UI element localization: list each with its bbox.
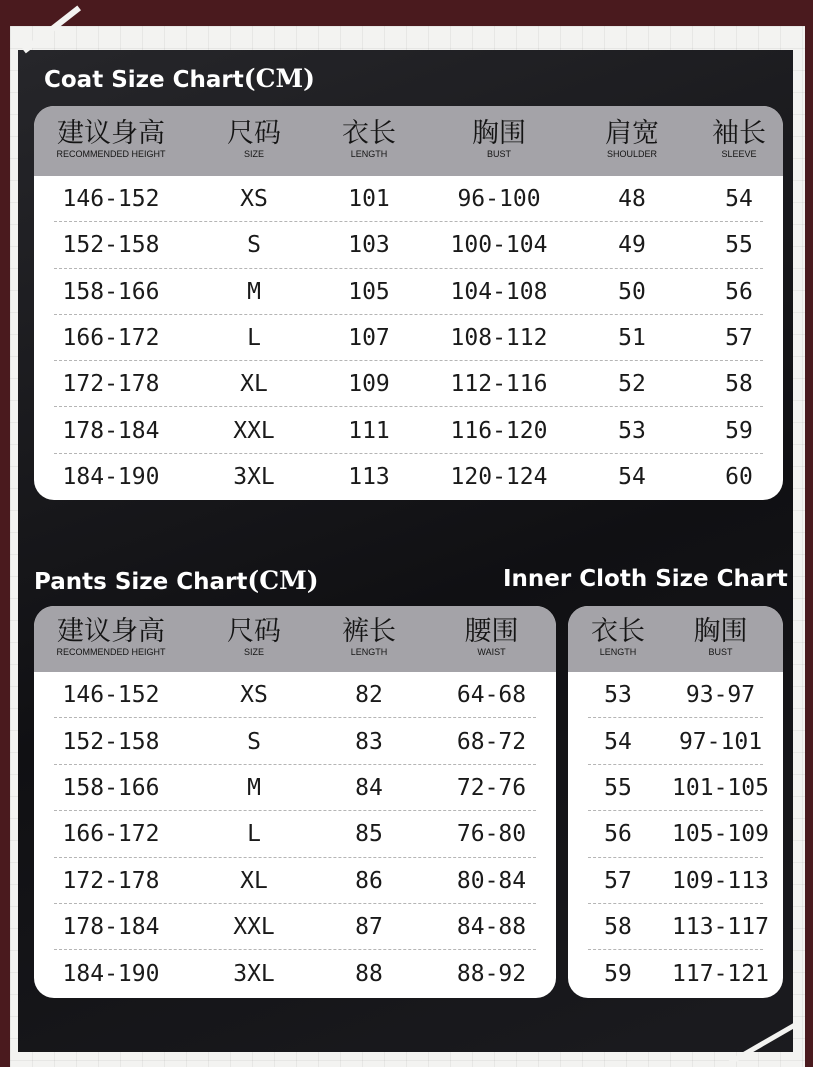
coat-table-cell: 54 [725,186,753,213]
coat-table-cell: 107 [348,325,390,352]
coat-table-cell: 100-104 [450,232,548,259]
pants-table-cell: 84 [355,775,383,801]
coat-header-en: LENGTH [350,149,388,159]
coat-title-unit: (CM) [243,64,315,93]
inner-header-bust [663,617,778,658]
inner-table-cell: 53 [604,682,632,709]
pants-table-cell: 84-88 [456,914,527,941]
coat-table-cell: 60 [725,463,753,490]
pants-table-cell: 86 [355,867,383,894]
inner-chart-title [503,566,788,592]
coat-table-cell: 49 [618,232,646,259]
coat-table-cell: 105 [348,278,390,305]
coat-table-cell: 50 [618,278,646,305]
pants-table-cell: 83 [355,728,383,755]
coat-header-en: BUST [486,149,511,159]
coat-table-cell: 172-178 [62,371,160,398]
coat-header-zh: 尺码 [227,118,281,149]
pants-table-cell: 68-72 [456,728,527,755]
inner-table-cell: 93-97 [685,682,756,709]
coat-header-en: RECOMMENDED HEIGHT [56,149,166,159]
inner-header-zh: 胸围 [693,616,748,647]
pants-header-length [309,617,429,658]
coat-table-cell: 152-158 [62,232,160,259]
pants-header-zh: 建议身高 [57,616,165,647]
pants-size-table [34,606,556,998]
coat-table-cell: 56 [725,278,753,305]
coat-table-cell: 51 [618,325,646,352]
coat-header-zh: 肩宽 [605,118,659,149]
coat-table-cell: 146-152 [62,186,160,213]
coat-table-cell: XS [240,186,268,213]
pants-chart-title [34,566,319,595]
pants-header-en: SIZE [243,647,264,657]
coat-table-cell: 54 [618,463,646,490]
pants-table-cell: XXL [233,914,275,941]
coat-table-cell: L [247,325,261,352]
coat-table-cell: 59 [725,417,753,444]
coat-size-table [34,106,783,500]
coat-header-en: SHOULDER [606,149,657,159]
coat-table-cell: XL [240,371,268,398]
pants-table-cell: XL [240,867,268,894]
inner-header-en: LENGTH [599,647,637,657]
pants-header-en: WAIST [477,647,506,657]
coat-table-cell: 103 [348,232,390,259]
coat-table-cell: 108-112 [450,325,548,352]
inner-table-cell: 105-109 [672,821,769,848]
coat-table-cell: 113 [348,463,390,490]
pants-table-cell: 172-178 [62,867,160,894]
inner-table-cell: 117-121 [672,960,769,987]
inner-table-cell: 58 [604,914,632,941]
inner-table-cell: 59 [604,960,632,987]
inner-header-length [578,617,658,658]
coat-header-zh: 衣长 [342,118,396,149]
pants-header-size [194,617,314,658]
coat-table-cell: 53 [618,417,646,444]
pants-table-cell: 85 [355,821,383,848]
pants-table-cell: L [247,821,261,848]
inner-table-cell: 55 [604,775,632,801]
inner-table-cell: 101-105 [672,775,769,801]
coat-table-cell: 48 [618,186,646,213]
coat-table-cell: M [247,278,261,305]
pants-header-zh: 尺码 [227,616,281,647]
pants-title-text: Pants Size Chart [34,569,248,595]
coat-header-size [194,119,314,160]
inner-table-cell: 97-101 [678,728,763,755]
pants-header-recommended-height [46,617,176,658]
pants-table-cell: 152-158 [62,728,160,755]
coat-header-recommended-height [46,119,176,160]
coat-header-shoulder [572,119,692,160]
coat-header-zh: 袖长 [712,118,766,149]
coat-table-cell: XXL [233,417,275,444]
pants-table-cell: 87 [355,914,383,941]
pants-table-cell: 82 [355,682,383,709]
coat-table-cell: 96-100 [457,186,541,213]
coat-table-cell: 184-190 [62,463,160,490]
inner-size-table [568,606,783,998]
coat-header-zh: 胸围 [472,118,526,149]
pants-table-cell: 166-172 [62,821,160,848]
coat-table-cell: S [247,232,261,259]
inner-table-cell: 56 [604,821,632,848]
coat-table-cell: 58 [725,371,753,398]
coat-header-bust [434,119,564,160]
pants-table-cell: 80-84 [456,867,527,894]
inner-table-header [568,606,783,672]
coat-header-sleeve [689,119,783,160]
pants-header-zh: 裤长 [342,616,396,647]
coat-table-header [34,106,783,176]
coat-table-cell: 158-166 [62,278,160,305]
inner-title-text: Inner Cloth Size Chart [503,566,788,592]
pants-table-cell: 178-184 [62,914,160,941]
coat-table-cell: 55 [725,232,753,259]
pants-table-cell: 146-152 [62,682,160,709]
inner-header-en: BUST [708,647,733,657]
pants-header-waist [434,617,549,658]
pants-table-cell: 3XL [233,960,275,987]
coat-table-cell: 112-116 [450,371,548,398]
pants-table-cell: 184-190 [62,960,160,987]
pants-table-cell: 158-166 [62,775,160,801]
pants-table-cell: S [247,728,261,755]
coat-table-cell: 109 [348,371,390,398]
pants-table-cell: 72-76 [456,775,527,801]
coat-table-cell: 111 [348,417,390,444]
pants-table-cell: 88-92 [456,960,527,987]
pants-header-en: LENGTH [350,647,388,657]
pants-header-zh: 腰围 [464,616,519,647]
coat-table-cell: 178-184 [62,417,160,444]
coat-table-cell: 101 [348,186,390,213]
coat-header-en: SLEEVE [721,149,757,159]
pants-table-cell: 76-80 [456,821,527,848]
coat-table-cell: 120-124 [450,463,548,490]
inner-table-cell: 57 [604,867,632,894]
coat-table-cell: 166-172 [62,325,160,352]
inner-table-cell: 113-117 [672,914,769,941]
coat-title-text: Coat Size Chart [44,67,244,93]
coat-table-cell: 52 [618,371,646,398]
pants-table-cell: 88 [355,960,383,987]
pants-table-cell: XS [240,682,268,709]
pants-table-cell: 64-68 [456,682,527,709]
inner-header-zh: 衣长 [591,616,645,647]
pants-title-unit: (CM) [247,566,319,595]
coat-header-en: SIZE [243,149,264,159]
pants-header-en: RECOMMENDED HEIGHT [56,647,166,657]
coat-header-zh: 建议身高 [57,118,165,149]
coat-table-cell: 116-120 [450,417,548,444]
pants-table-header [34,606,556,672]
inner-table-cell: 54 [604,728,632,755]
coat-chart-title [44,64,315,93]
inner-table-cell: 109-113 [672,867,769,894]
pants-table-cell: M [247,775,261,801]
coat-header-length [309,119,429,160]
coat-table-cell: 104-108 [450,278,548,305]
coat-table-cell: 57 [725,325,753,352]
coat-table-cell: 3XL [233,463,275,490]
